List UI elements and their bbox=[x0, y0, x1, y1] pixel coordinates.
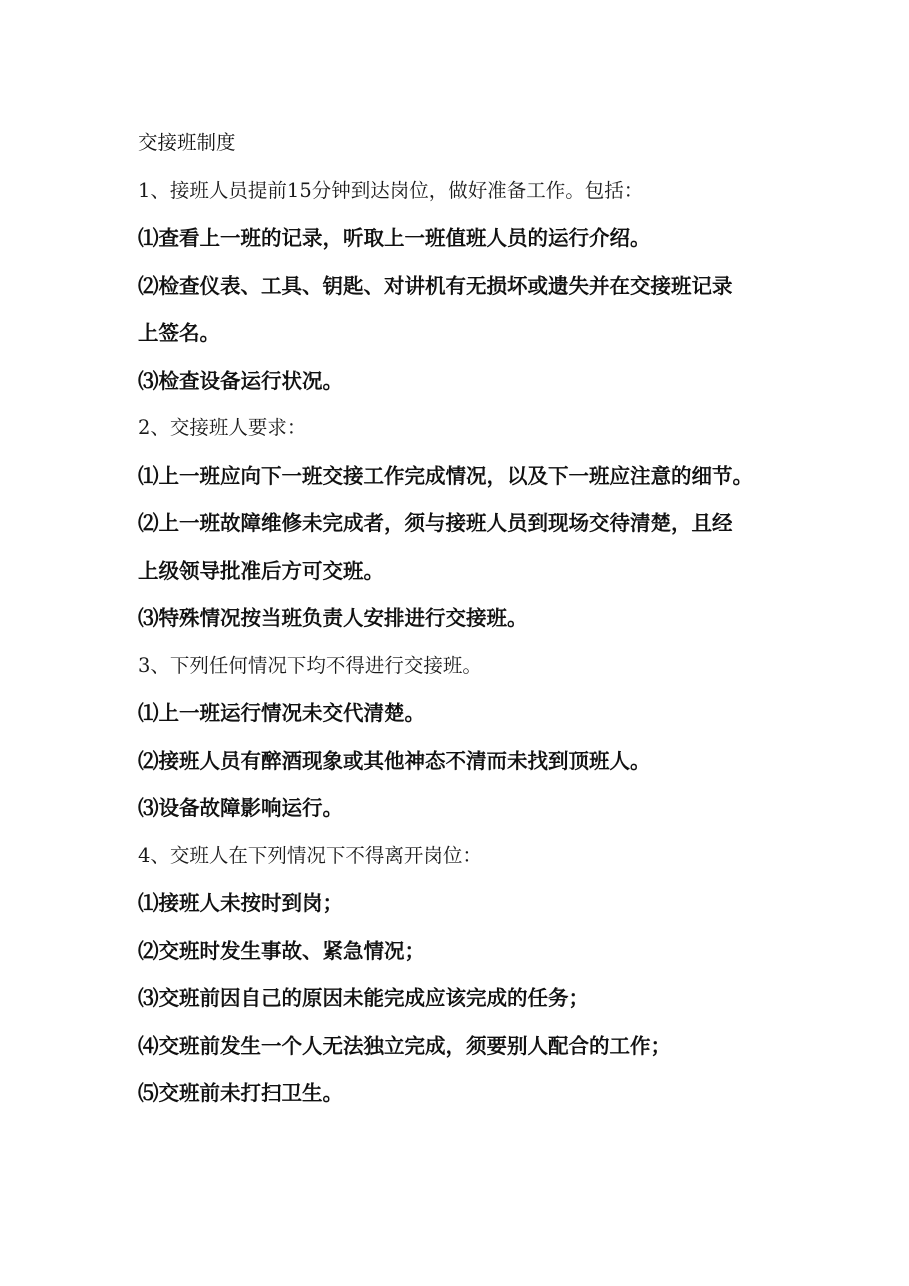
paragraph-line: ⑷交班前发生一个人无法独立完成，须要别人配合的工作； bbox=[138, 1033, 671, 1058]
paragraph-line: ⑵交班时发生事故、紧急情况； bbox=[138, 938, 425, 963]
document-title: 交接班制度 bbox=[138, 131, 236, 154]
paragraph-line: ⑴接班人未按时到岗； bbox=[138, 891, 343, 915]
section-heading: 2、交接班人要求： bbox=[138, 416, 307, 439]
paragraph-line: ⑵检查仪表、工具、钥匙、对讲机有无损坏或遗失并在交接班记录 bbox=[138, 273, 733, 298]
paragraph-line: ⑴上一班运行情况未交代清楚。 bbox=[138, 701, 425, 725]
paragraph-line: ⑴查看上一班的记录，听取上一班值班人员的运行介绍。 bbox=[138, 226, 651, 250]
paragraph-line: ⑶设备故障影响运行。 bbox=[138, 796, 343, 820]
paragraph-line: 上签名。 bbox=[138, 321, 220, 345]
document-body bbox=[138, 125, 788, 1123]
paragraph-line: ⑶特殊情况按当班负责人安排进行交接班。 bbox=[138, 606, 528, 630]
section-heading: 1、接班人员提前15分钟到达岗位，做好准备工作。包括： bbox=[138, 178, 644, 202]
paragraph-line: ⑶检查设备运行状况。 bbox=[138, 368, 343, 393]
paragraph-line: ⑵接班人员有醉酒现象或其他神态不清而未找到顶班人。 bbox=[138, 748, 651, 773]
paragraph-line: ⑸交班前未打扫卫生。 bbox=[138, 1081, 343, 1105]
document-lines bbox=[138, 173, 788, 1123]
paragraph-line: 上级领导批准后方可交班。 bbox=[138, 558, 384, 583]
section-heading: 3、下列任何情况下均不得进行交接班。 bbox=[138, 653, 482, 677]
section-heading: 4、交班人在下列情况下不得离开岗位： bbox=[138, 843, 482, 867]
paragraph-line: ⑵上一班故障维修未完成者，须与接班人员到现场交待清楚，且经 bbox=[138, 511, 733, 535]
paragraph-line: ⑴上一班应向下一班交接工作完成情况，以及下一班应注意的细节。 bbox=[138, 463, 753, 488]
paragraph-line: ⑶交班前因自己的原因未能完成应该完成的任务； bbox=[138, 986, 589, 1010]
